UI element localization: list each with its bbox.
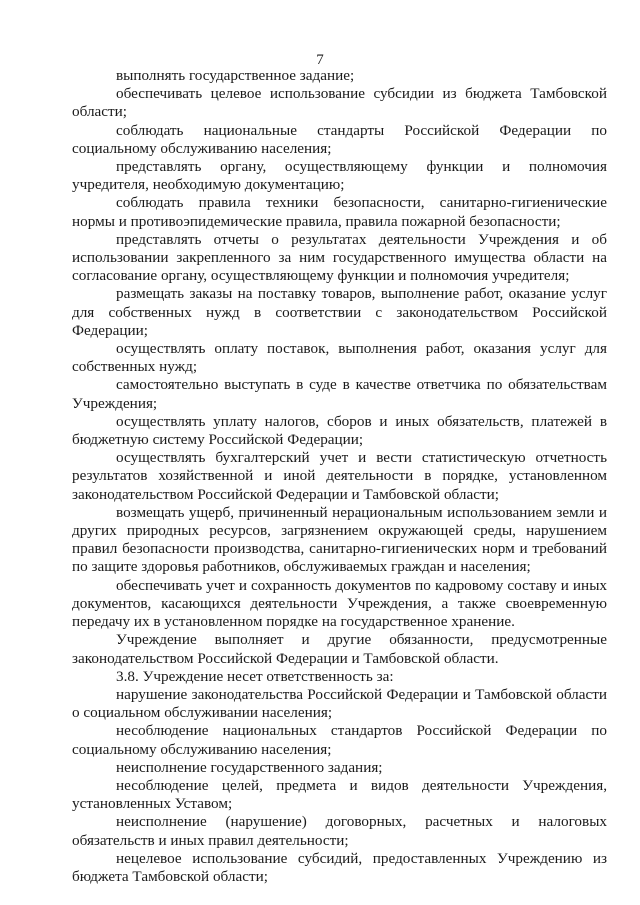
document-body <box>72 67 607 886</box>
paragraph: соблюдать правила техники безопасности, санитарно-гигиенические нормы и противоэпидемические правила, правила пожарной безопасности; <box>72 194 607 230</box>
paragraph: осуществлять бухгалтерский учет и вести статистическую отчетность результатов хозяйственной и иной деятельности в порядке, установленном законодательством Российской Федерации и Тамбовской области; <box>72 449 607 503</box>
paragraph: размещать заказы на поставку товаров, выполнение работ, оказание услуг для собственных нужд в соответствии с законодательством Российской Федерации; <box>72 285 607 339</box>
paragraph: представлять отчеты о результатах деятельности Учреждения и об использовании закрепленного за ним государственного имущества области на согласование органу, осуществляющему функции и полномочия учредителя; <box>72 230 607 285</box>
paragraph: Учреждение выполняет и другие обязанности, предусмотренные законодательством Российской Федерации и Тамбовской области. <box>72 631 607 667</box>
paragraph: возмещать ущерб, причиненный нерациональным использованием земли и других природных ресурсов, загрязнением окружающей среды, нарушением правил безопасности производства, санитарно-гигиенических норм и требований по защите здоровья работников, обслуживаемых граждан и населения; <box>72 503 607 576</box>
paragraph: обеспечивать целевое использование субсидии из бюджета Тамбовской области; <box>72 85 607 121</box>
paragraph: выполнять государственное задание; <box>116 67 355 84</box>
paragraph: осуществлять оплату поставок, выполнения работ, оказания услуг для собственных нужд; <box>72 340 607 376</box>
section-heading: 3.8. Учреждение несет ответственность за: <box>116 667 394 685</box>
paragraph: представлять органу, осуществляющему функции и полномочия учредителя, необходимую документацию; <box>72 158 607 194</box>
paragraph: неисполнение (нарушение) договорных, расчетных и налоговых обязательств и иных правил деятельности; <box>72 813 607 849</box>
paragraph: несоблюдение национальных стандартов Российской Федерации по социальному обслуживанию населения; <box>72 722 607 758</box>
paragraph: нецелевое использование субсидий, предоставленных Учреждению из бюджета Тамбовской области; <box>72 849 607 885</box>
paragraph: нарушение законодательства Российской Федерации и Тамбовской области о социальном обслуживании населения; <box>72 685 607 722</box>
paragraph: осуществлять уплату налогов, сборов и иных обязательств, платежей в бюджетную систему Российской Федерации; <box>72 412 607 449</box>
paragraph: несоблюдение целей, предмета и видов деятельности Учреждения, установленных Уставом; <box>72 776 607 813</box>
paragraph: соблюдать национальные стандарты Российской Федерации по социальному обслуживанию населения; <box>72 121 607 157</box>
page-number: 7 <box>316 52 324 68</box>
paragraph: самостоятельно выступать в суде в качестве ответчика по обязательствам Учреждения; <box>72 376 607 412</box>
paragraph: неисполнение государственного задания; <box>116 758 383 776</box>
paragraph: обеспечивать учет и сохранность документов по кадровому составу и иных документов, касающихся деятельности Учреждения, а также своевременную передачу их в установленном порядке на государственное хранение. <box>72 576 607 631</box>
